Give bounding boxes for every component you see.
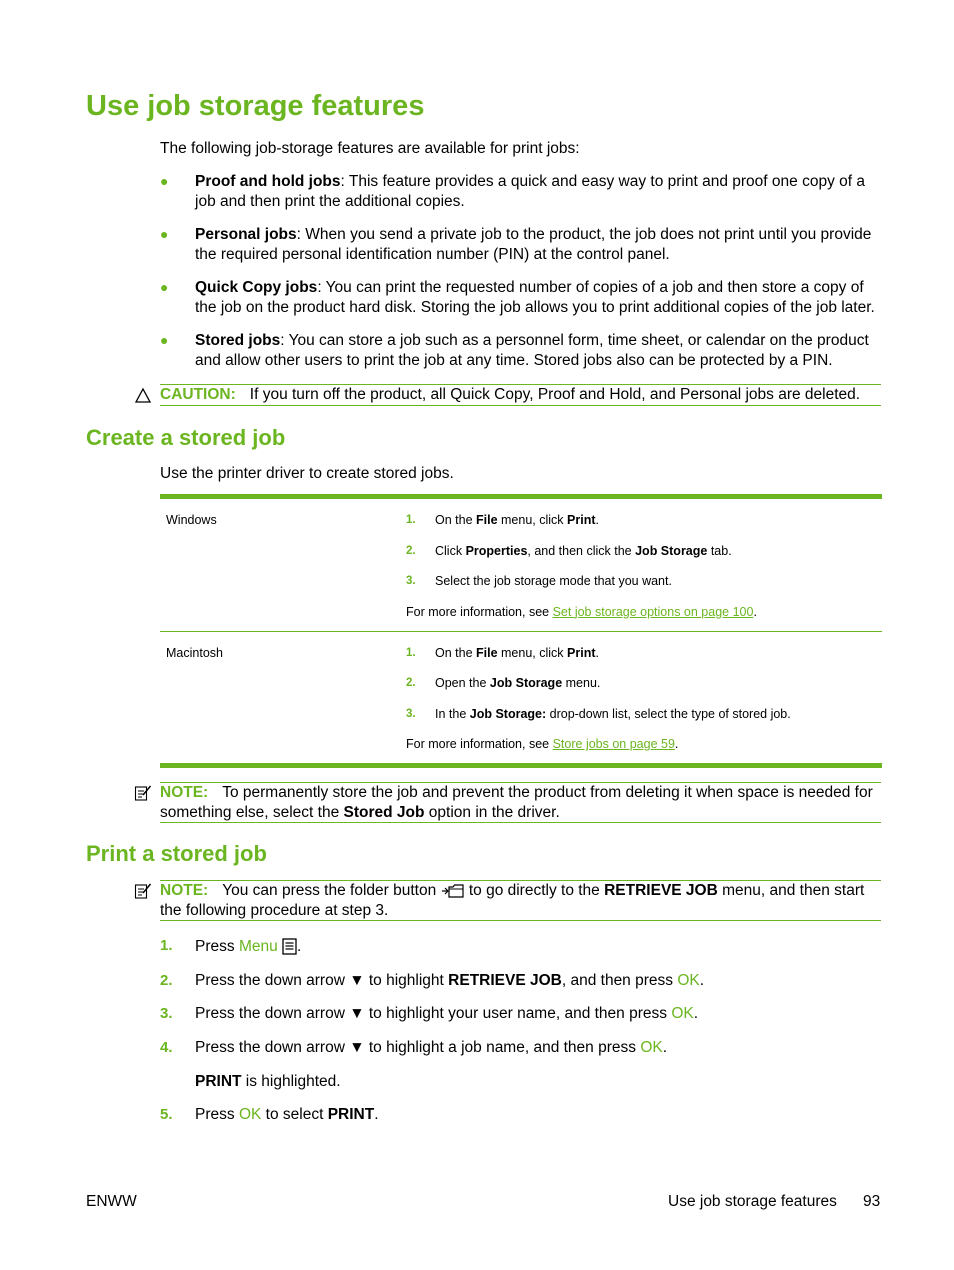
page-number: 93 [863,1193,881,1210]
note-pencil-icon [134,784,152,802]
note-pencil-icon [134,882,152,900]
create-intro: Use the printer driver to create stored jobs. [160,465,454,482]
bullet-icon: ● [160,226,169,242]
caution-triangle-icon [134,387,152,405]
list-item: 3. Select the job storage mode that you want. [406,574,672,588]
note-box: NOTE: To permanently store the job and prevent the product from deleting it when space is needed for something else, select the Stored Job option in the driver. [160,782,881,823]
table-row [160,497,882,632]
note-label: NOTE: [160,882,209,899]
list-item: 3. In the Job Storage: drop-down list, select the type of stored job. [406,706,791,721]
list-item: ● Quick Copy jobs: You can print the requested number of copies of a job and then store a copy of the job on the product hard disk. Storing the job allows you to print additional copies of the job later. [160,279,875,316]
feature-list [160,172,882,384]
menu-button-icon [282,938,297,955]
down-arrow-icon: ▼ [349,1039,365,1056]
list-item: 1. On the File menu, click Print. [406,513,599,527]
list-item: ● Proof and hold jobs: This feature provides a quick and easy way to print and proof one copy of a job and then print the additional copies. [160,173,865,210]
list-item: ● Stored jobs: You can store a job such as a personnel form, time sheet, or calendar on the product and allow other users to print the job at any time. Stored jobs also can be protected by a PIN. [160,332,869,369]
footer-section-title: Use job storage features [668,1193,837,1210]
footer-left: ENWW [86,1193,137,1210]
bullet-icon: ● [160,173,169,189]
stored-job-table [160,494,882,768]
link-store-jobs[interactable]: Store jobs on page 59 [552,737,675,751]
caution-label: CAUTION: [160,386,236,403]
note-box: NOTE: You can press the folder button to go directly to the RETRIEVE JOB menu, and then start the following procedure at step 3. [160,880,881,921]
menu-button-label: Menu [238,938,278,955]
list-item: 1. On the File menu, click Print. [406,645,599,660]
steps-cell [406,497,882,632]
folder-button-icon [441,883,465,899]
list-item: 2. Click Properties, and then click the Job Storage tab. [406,543,732,558]
more-info: For more information, see Set job storage options on page 100. [406,604,757,619]
note-label: NOTE: [160,784,209,801]
list-item: 2. Open the Job Storage menu. [406,676,601,690]
section-heading-print: Print a stored job [86,841,267,866]
ok-button-label: OK [677,972,700,989]
list-item: ● Personal jobs: When you send a private job to the product, the job does not print until you provide the required personal identification number (PIN) at the control panel. [160,226,872,263]
os-cell: Macintosh [166,645,223,660]
section-heading-create: Create a stored job [86,425,286,450]
ok-button-label: OK [640,1039,663,1056]
intro-text: The following job-storage features are available for print jobs: [160,140,580,157]
down-arrow-icon: ▼ [349,1005,365,1022]
caution-box [160,384,881,406]
steps-cell [406,631,882,766]
page-title: Use job storage features [86,90,425,122]
link-set-job-storage-options[interactable]: Set job storage options on page 100 [552,604,754,619]
down-arrow-icon: ▼ [349,972,365,989]
ok-button-label: OK [671,1005,694,1022]
ok-button-label: OK [238,1106,262,1123]
more-info: For more information, see Store jobs on page 59. [406,737,679,751]
bullet-icon: ● [160,279,169,295]
table-row [160,631,882,766]
bullet-icon: ● [160,332,169,348]
caution-text: If you turn off the product, all Quick Copy, Proof and Hold, and Personal jobs are deleted. [249,386,861,403]
os-cell: Windows [160,497,406,632]
